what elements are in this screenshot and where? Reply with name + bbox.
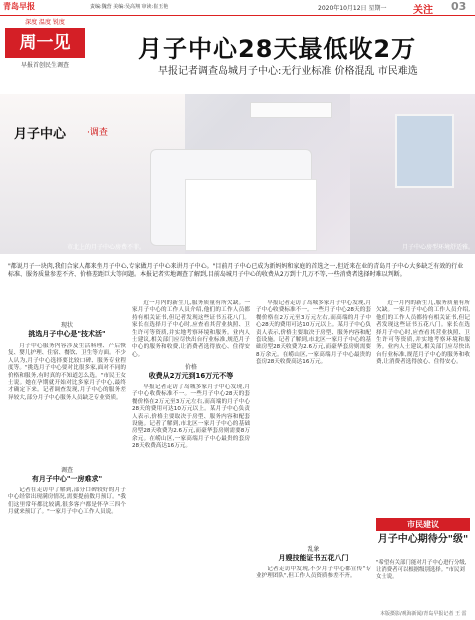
photo-bed-linen bbox=[185, 179, 317, 251]
column2-heading-tag: 价格 bbox=[184, 364, 197, 371]
column3-lower-body bbox=[256, 566, 371, 616]
column3-body bbox=[256, 300, 371, 540]
column2-heading-text: 收费从2万元到16万元不等 bbox=[148, 372, 234, 380]
page-headline: 月子中心28天最低收2万 bbox=[138, 35, 417, 63]
weekly-subtitle: 早报首创民生调查 bbox=[20, 62, 69, 69]
feature-photo bbox=[0, 94, 475, 254]
suggestion-title: 月子中心期待分"级" bbox=[377, 534, 469, 545]
column4-body bbox=[376, 300, 470, 514]
photo-overlay-title: 月子中心 bbox=[14, 127, 67, 142]
column3-paragraph: 早报记者走访了岛城多家月子中心发现,月子中心收费标准不一。一些月子中心28天的套餐价格在2万元至3万元左右,而高端的月子中心28天的费用可达10万元以上。某月子中心负责人表示,价格主要取决于房型、服务内容和配套设施。记者了解到,市北区一家月子中心的基础房型28天收费为2.6万元,而豪华套房则需要8万余元。在崂山区,一家高端月子中心最贵的套房28天收费高达16万元。 bbox=[256, 300, 371, 366]
weekly-tagline: 深度 温度 锐度 bbox=[25, 19, 65, 26]
column4-paragraph: 近一月内的新生儿,服务质量有所欠缺。一家月子中心的工作人员介绍,他们的工作人员都持有相关证书,但记者发现这些证书五花八门。家长在选择月子中心时,应查看其营业执照、卫生许可等资质,并实地考察环境和服务。业内人士建议,相关部门应尽快出台行业标准,规范月子中心的服务和收费,让消费者选得放心、住得安心。 bbox=[376, 300, 470, 366]
column3-heading-text: 月嫂技能证书五花八门 bbox=[278, 554, 349, 562]
page-number: 03 bbox=[451, 0, 467, 13]
column1-paragraph: 月子中心服务内容涉及生活料理、产后恢复、婴儿护理、住宿、餐饮、卫生等方面。不少人认为,月子中心选择要比较口碑、服务专业程度等。"挑选月子中心要对比很多家,面对不同的价格和服务,有时真的不知道怎么选。"市民王女士说。她在孕期就开始对比多家月子中心,最终才确定下来。记者调查发现,月子中心的服务差异较大,部分月子中心服务人员缺乏专业资质。 bbox=[8, 343, 126, 401]
editors-line: 责编:魏营 美编:吴高翔 审读:崔玉艳 bbox=[90, 4, 169, 10]
citizen-suggestion-box bbox=[376, 518, 470, 588]
photo-credit: 本版摄影/观海新闻/青岛早报记者 王 雷 bbox=[380, 611, 467, 617]
photo-window bbox=[395, 114, 454, 188]
lead-paragraph: "都说月子一块肉,我们合家人都来坐月子中心,专家做月子中心来讲月子中心。"目前月子中心已成为新妈妈和家庭的首选之一,但近来在业的青岛月子中心大多缺乏有效的行业标准、服务质量参差不齐、价格差距巨大等问题。本报记者实地调查了解到,目前岛城月子中心的收费从2万到十几万不等,一些消费者选择时难以判断。 bbox=[8, 263, 464, 278]
column1-heading-tag: 现状 bbox=[60, 322, 73, 329]
issue-date: 2020年10月12日 星期一 bbox=[318, 5, 387, 12]
page-subheadline: 早报记者调查岛城月子中心:无行业标准 价格混乱 市民难选 bbox=[158, 66, 418, 77]
weekly-title: 周一见 bbox=[5, 28, 85, 58]
column1-body bbox=[8, 343, 126, 463]
column3-heading-tag: 乱象 bbox=[307, 546, 320, 553]
column3-heading bbox=[256, 544, 371, 563]
column2-paragraph: 早报记者走访了岛城多家月子中心发现,月子中心收费标准不一。一些月子中心28天的套餐价格在2万元至3万元左右,而高端的月子中心28天的费用可达10万元以上。某月子中心负责人表示,价格主要取决于房型、服务内容和配套设施。记者了解到,市北区一家月子中心的基础房型28天收费为2.6万元,而豪华套房则需要8万余元。在崂山区,一家高端月子中心最贵的套房28天收费高达16万元。 bbox=[132, 384, 250, 450]
weekly-column-badge bbox=[5, 17, 85, 81]
column1b-heading bbox=[8, 465, 126, 484]
column2-top-body bbox=[132, 300, 250, 360]
photo-air-conditioner bbox=[250, 102, 332, 118]
masthead-bar bbox=[0, 0, 475, 16]
column2-body bbox=[132, 384, 250, 512]
column1b-heading-text: 有月子中心"一房难求" bbox=[31, 475, 103, 483]
column1b-paragraph: 记者在走访中了解到,部分口碑较好的月子中心经常出现满房情况,需要提前数月预订。"我们这里常年都比较满,很多客户都是怀孕三四个月就来预订了。"一家月子中心工作人员说。 bbox=[8, 487, 126, 516]
section-name: 关注 bbox=[413, 5, 433, 16]
suggestion-text: "希望有关部门能对月子中心进行分级,让消费者可以根据级别选择。"市民刘女士说。 bbox=[376, 560, 467, 580]
column2-top-paragraph: 近一月内的新生儿,服务质量有所欠缺。一家月子中心的工作人员介绍,他们的工作人员都持有相关证书,但记者发现这些证书五花八门。家长在选择月子中心时,应查看其营业执照、卫生许可等资质,并实地考察环境和服务。业内人士建议,相关部门应尽快出台行业标准,规范月子中心的服务和收费,让消费者选得放心、住得安心。 bbox=[132, 300, 250, 358]
column1-heading-text: 挑选月子中心是"技术活" bbox=[28, 330, 106, 338]
photo-caption-left: 市北上的月子中心房费不菲。 bbox=[67, 244, 146, 251]
column2-heading bbox=[132, 362, 250, 381]
column1b-body bbox=[8, 487, 126, 615]
newspaper-logo: 青岛早报 bbox=[3, 2, 35, 11]
column1b-heading-tag: 调查 bbox=[60, 467, 73, 474]
photo-overlay-subtitle: ·调查 bbox=[87, 128, 108, 138]
column3-lower-paragraph: 记者走访中发现,不少月子中心都宣传"专业护理团队",但工作人员资质参差不齐。 bbox=[256, 566, 371, 580]
suggestion-tag: 市民建议 bbox=[376, 518, 470, 531]
column1-heading bbox=[8, 320, 126, 339]
photo-caption-right: 月子中心房型环境舒适雅。 bbox=[402, 244, 475, 251]
